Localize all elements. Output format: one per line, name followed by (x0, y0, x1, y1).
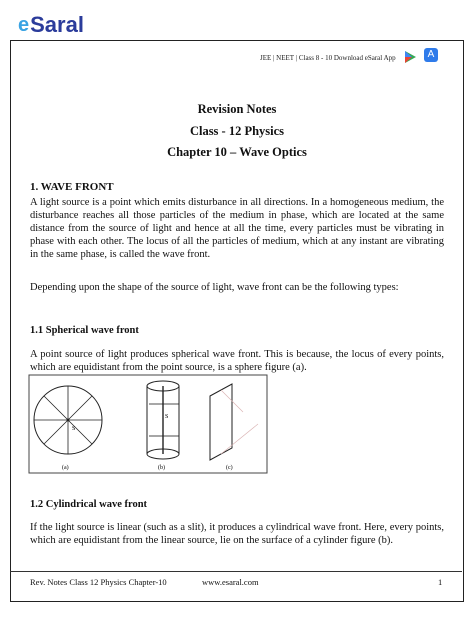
title-revision-notes: Revision Notes (197, 102, 277, 116)
footer-divider (10, 571, 462, 572)
logo-text: Saral (30, 12, 84, 37)
paragraph-types: Depending upon the shape of the source of light, wave front can be the following types: (30, 282, 399, 293)
figure-label-a: (a) (62, 465, 69, 471)
section-heading-spherical: 1.1 Spherical wave front (30, 325, 139, 336)
google-play-icon[interactable] (403, 50, 417, 64)
paragraph-wave-front: A light source is a point which emits disturbance in all directions. In a homogeneous medium, the disturbance reaches all those particles of the medium in phase, which are located at the same distance from the source of light and hence at all the time, every particles must be vibrating in phase with each other. The locus of all the particles of medium, which at any instant are vibrating in the same phase, is called the wave front. (30, 197, 444, 260)
title-class: Class - 12 Physics (189, 124, 285, 138)
source-label-a: S (72, 426, 76, 432)
figure-label-b: (b) (158, 465, 165, 471)
figure-label-c: (c) (226, 465, 233, 471)
source-label-b: S (165, 414, 169, 420)
paragraph-cylindrical: If the light source is linear (such as a slit), it produces a cylindrical wave front. Here, every points, which are equidistant from the linear source, lie on the surface of a cylinder figure (b). (30, 522, 444, 546)
esaral-logo[interactable] (18, 12, 84, 38)
app-store-icon[interactable]: A (424, 48, 438, 62)
footer-website-link[interactable]: www.esaral.com (202, 577, 259, 587)
header-download-link[interactable]: JEE | NEET | Class 8 - 10 Download eSaral App (260, 54, 396, 62)
section-heading-cylindrical: 1.2 Cylindrical wave front (30, 499, 148, 510)
footer-page-number: 1 (438, 577, 443, 587)
section-heading-wave-front: 1. WAVE FRONT (30, 181, 114, 193)
wave-front-figure (28, 374, 268, 474)
footer-notes-title: Rev. Notes Class 12 Physics Chapter-10 (30, 577, 167, 587)
logo-prefix: e (18, 13, 30, 36)
paragraph-spherical: A point source of light produces spherical wave front. This is because, the locus of every points, which are equidistant from the point source, is a sphere figure (a). (30, 349, 444, 373)
title-chapter: Chapter 10 – Wave Optics (167, 145, 307, 159)
figure-a-sphere (34, 386, 102, 454)
